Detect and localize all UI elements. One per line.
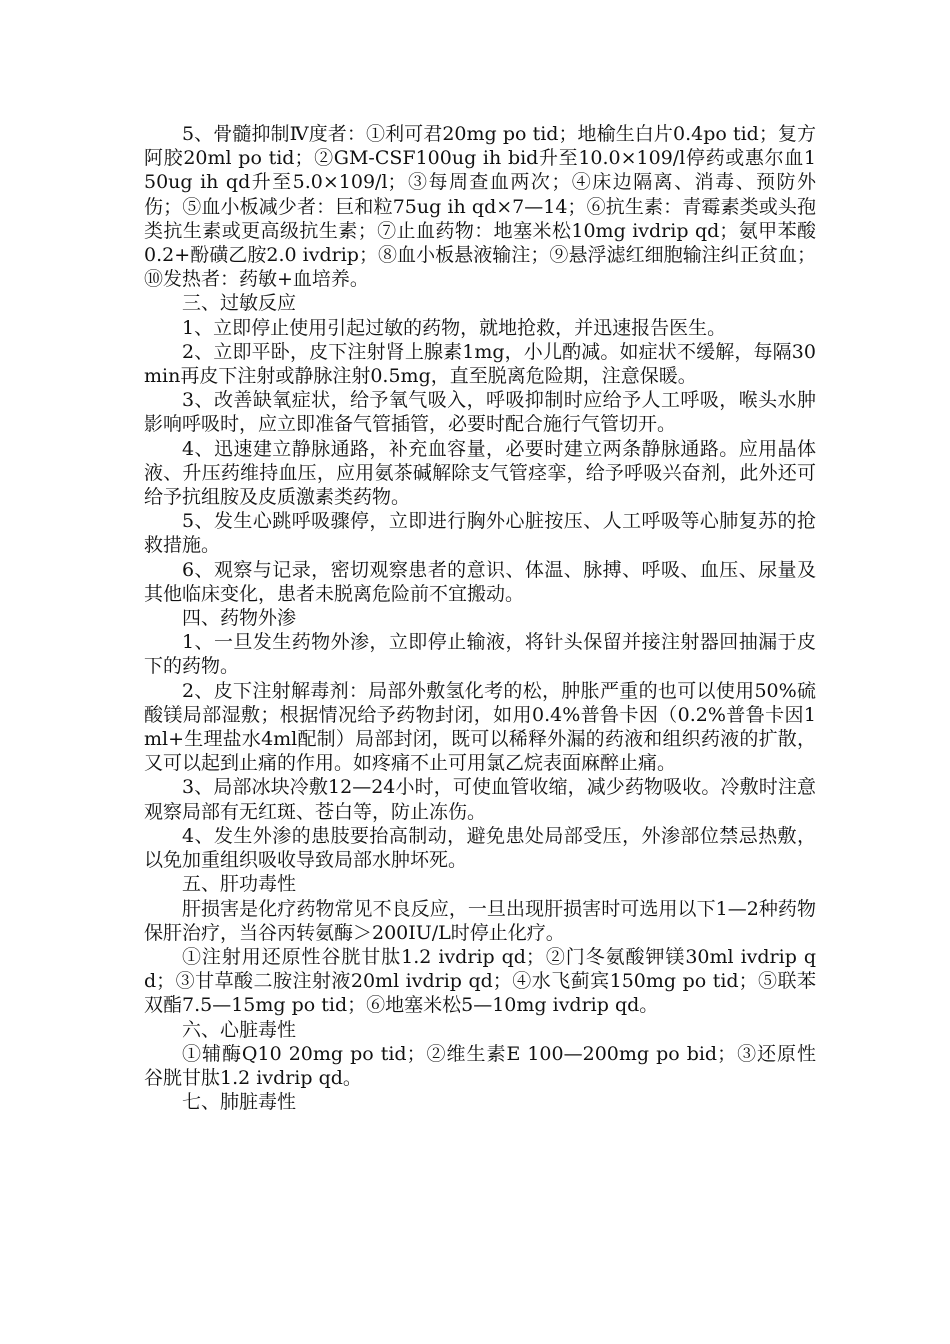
- paragraph-extravasation-3: 3、局部冰块冷敷12—24小时，可使血管收缩，减少药物吸收。冷敷时注意观察局部有无红斑、苍白等，防止冻伤。: [144, 776, 816, 823]
- paragraph-allergy-3: 3、改善缺氧症状，给予氧气吸入，呼吸抑制时应给予人工呼吸，喉头水肿影响呼吸时，应立即准备气管插管，必要时配合施行气管切开。: [144, 389, 816, 436]
- paragraph-allergy-6: 6、观察与记录，密切观察患者的意识、体温、脉搏、呼吸、血压、尿量及其他临床变化，患者未脱离危险前不宜搬动。: [144, 558, 816, 605]
- heading-cardiotoxicity: 六、心脏毒性: [182, 1018, 297, 1041]
- paragraph-allergy-4: 4、迅速建立静脉通路，补充血容量，必要时建立两条静脉通路。应用晶体液、升压药维持血压，应用氨茶碱解除支气管痉挛，给予呼吸兴奋剂，此外还可给予抗组胺及皮质激素类药物。: [144, 437, 816, 509]
- paragraph-hepatotoxicity-1: 肝损害是化疗药物常见不良反应，一旦出现肝损害时可选用以下1—2种药物保肝治疗，当谷丙转氨酶＞200IU/L时停止化疗。: [144, 897, 816, 944]
- heading-pulmonary-toxicity: 七、肺脏毒性: [182, 1091, 297, 1114]
- paragraph-cardiotoxicity-1: ①辅酶Q10 20mg po tid；②维生素E 100—200mg po bid；③还原性谷胱甘肽1.2 ivdrip qd。: [144, 1042, 816, 1089]
- heading-allergic-reaction: 三、过敏反应: [182, 292, 297, 315]
- paragraph-allergy-2: 2、立即平卧，皮下注射肾上腺素1mg，小儿酌减。如症状不缓解，每隔30min再皮下注射或静脉注射0.5mg，直至脱离危险期，注意保暖。: [144, 340, 816, 388]
- paragraph-hepatotoxicity-2: ①注射用还原性谷胱甘肽1.2 ivdrip qd；②门冬氨酸钾镁30ml ivdrip qd；③甘草酸二胺注射液20ml ivdrip qd；④水飞蓟宾150mg po tid；⑤联苯双酯7.5—15mg po tid；⑥地塞米松5—10mg ivdrip qd。: [144, 945, 816, 1017]
- paragraph-extravasation-2: 2、皮下注射解毒剂：局部外敷氢化考的松，肿胀严重的也可以使用50%硫酸镁局部湿敷；根据情况给予药物封闭，如用0.4%普鲁卡因（0.2%普鲁卡因1ml+生理盐水4ml配制）局部封闭，既可以稀释外漏的药液和组织药液的扩散，又可以起到止痛的作用。如疼痛不止可用氯乙烷表面麻醉止痛。: [144, 679, 816, 775]
- paragraph-allergy-5: 5、发生心跳呼吸骤停，立即进行胸外心脏按压、人工呼吸等心肺复苏的抢救措施。: [144, 510, 816, 557]
- heading-hepatotoxicity: 五、肝功毒性: [182, 873, 297, 896]
- paragraph-extravasation-1: 1、一旦发生药物外渗，立即停止输液，将针头保留并接注射器回抽漏于皮下的药物。: [144, 631, 816, 678]
- document-page: [144, 122, 816, 1114]
- paragraph-bone-marrow-grade4: 5、骨髓抑制Ⅳ度者：①利可君20mg po tid；地榆生白片0.4po tid；复方阿胶20ml po tid；②GM-CSF100ug ih bid升至10.0×109/l停药或惠尔血150ug ih qd升至5.0×109/l；③每周查血两次；④床边隔离、消毒、预防外伤；⑤血小板减少者：巨和粒75ug ih qd×7—14；⑥抗生素：青霉素类或头孢类抗生素或更高级抗生素；⑦止血药物：地塞米松10mg ivdrip qd；氨甲苯酸0.2+酚磺乙胺2.0 ivdrip；⑧血小板悬液输注；⑨悬浮滤红细胞输注纠正贫血；⑩发热者：药敏+血培养。: [144, 123, 816, 291]
- paragraph-allergy-1: 1、立即停止使用引起过敏的药物，就地抢救，并迅速报告医生。: [182, 316, 727, 339]
- heading-extravasation: 四、药物外渗: [182, 607, 297, 630]
- paragraph-extravasation-4: 4、发生外渗的患肢要抬高制动，避免患处局部受压，外渗部位禁忌热敷，以免加重组织吸收导致局部水肿坏死。: [144, 824, 816, 872]
